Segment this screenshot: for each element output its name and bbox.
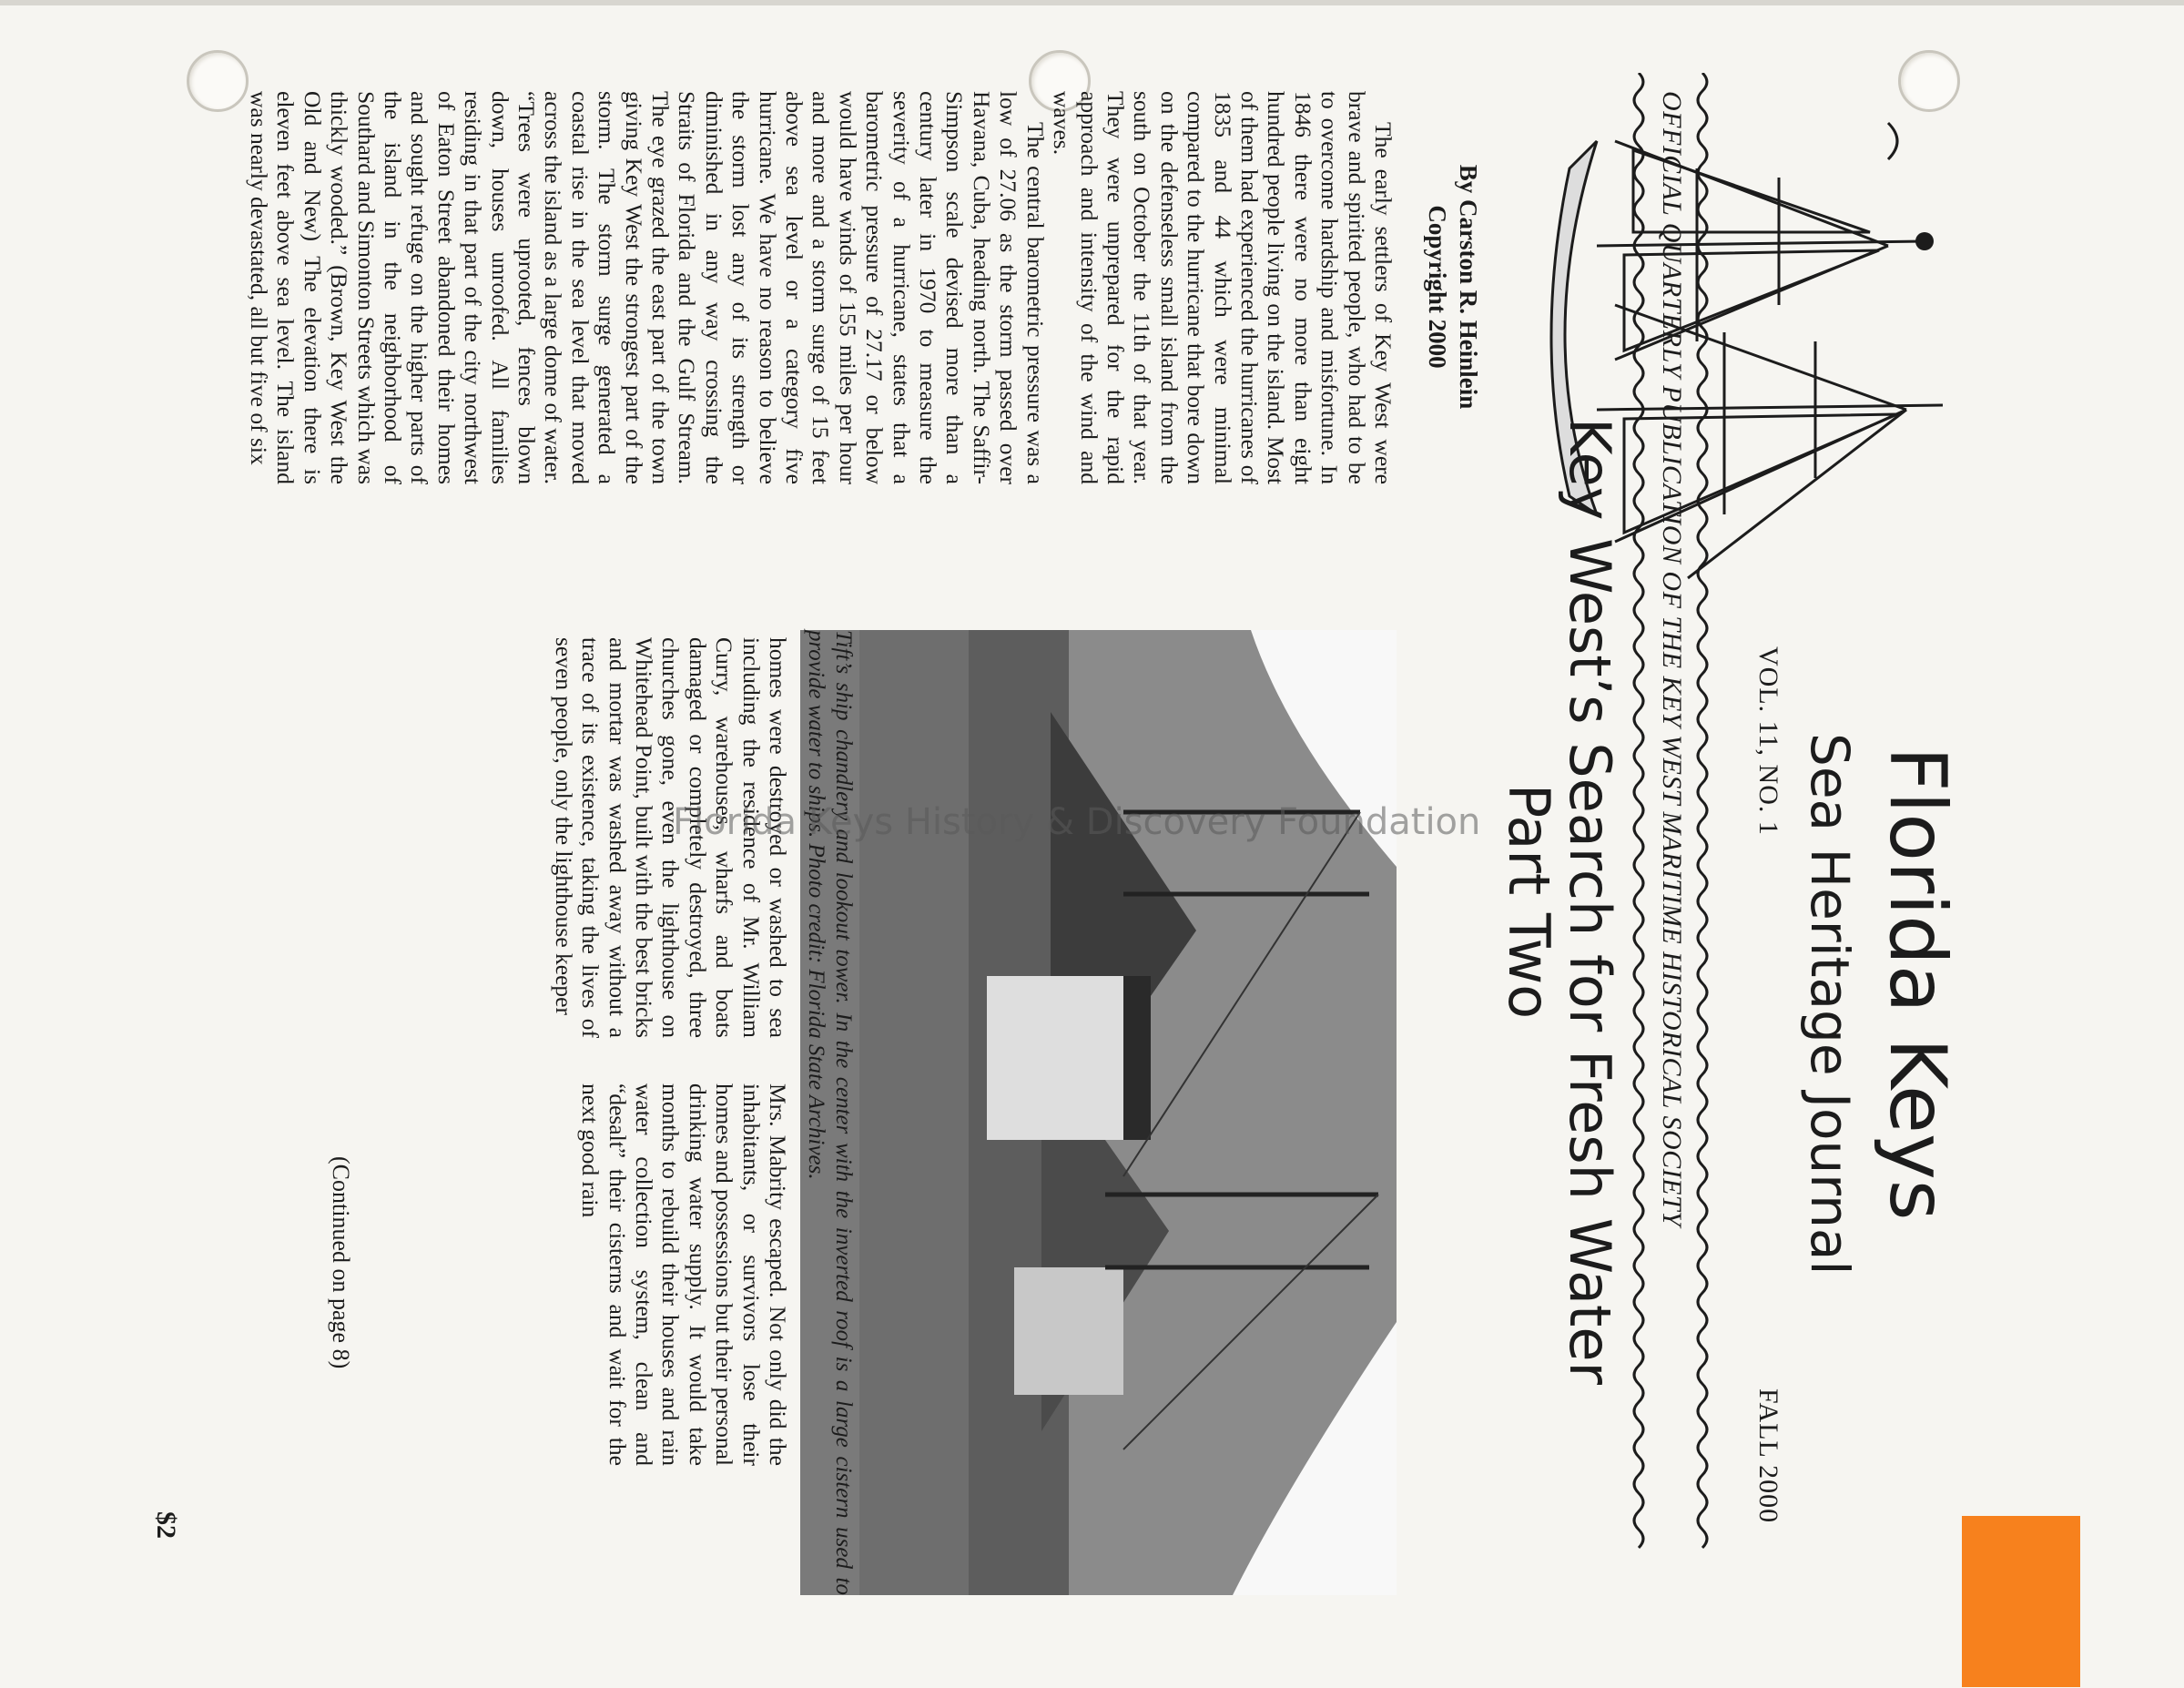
article-byline xyxy=(1422,91,1484,483)
journal-title: Florida Keys xyxy=(1872,747,1963,1221)
article-photo xyxy=(800,630,1397,1595)
body-paragraph: homes were destroyed or washed to sea including the residence of Mr. William Curry, warehouses, wharfs and boats damaged or completely destroyed, three churches gone, even the lighthouse on Whitehead Point, built with the best bricks and mortar was washed away without a trace of its existence, taking the lives of seven people, only the lighthouse keeper xyxy=(550,637,791,1038)
headline-line-1: Key West’s Search for Fresh Water xyxy=(1557,418,1623,1385)
orange-sticky-tab xyxy=(1962,1516,2080,1687)
volume-number: VOL. 11, NO. 1 xyxy=(1753,646,1783,836)
body-paragraph: The central barometric pressure was a low of 27.06 as the storm passed over Havana, Cuba, heading north. The Saffir-Simpson scale devised more than a century later in 1970 to measure the severity of a hurricane, states that a barometric pressure of 27.17 or below would have winds of 155 miles per hour and more and a storm surge of 15 feet above sea level or a category five hurricane. We have no reason to believe the storm lost any of its strength or diminished in any way crossing the Straits of Florida and the Gulf Stream. The eye grazed the east part of the town giving Key West the strongest part of the storm. The storm surge generated a coastal rise in the sea level that moved across the island as a large dome of water. “Trees were uprooted, fences blown down, houses unroofed. All families residing in that part of the city northwest of Eaton Street abandoned their homes and sought refuge on the higher parts of the island in the neighborhood of Southard and Simonton Streets which was thickly wooded.” (Brown, Key West the Old and New) The elevation there is eleven feet above sea level. The island was nearly devastated, all but five of six xyxy=(245,91,1049,484)
issue-season: FALL 2000 xyxy=(1753,1388,1783,1524)
rope-divider-top xyxy=(1692,73,1712,1621)
copyright-notice: Copyright 2000 xyxy=(1424,205,1452,369)
watermark-text: Florida Keys History & Discovery Foundation xyxy=(673,801,1481,843)
photo-caption: Tift’s ship chandlery and lookout tower. In the center with the inverted roof is a large cistern used to provide water to ships. Photo credit: Florida State Archives. xyxy=(804,630,856,1595)
journal-subtitle: Sea Heritage Journal xyxy=(1799,733,1861,1276)
article-column-1 xyxy=(246,91,1397,484)
harbor-photo xyxy=(859,630,1397,1595)
body-paragraph: The early settlers of Key West were brave and spirited people, who had to be to overcome hardship and misfortune. In 1846 there were no more than eight hundred people living on the island. Most of them had experienced the hurricanes of 1835 and 44 which were minimal compared to the hurricane that bore down on the defenseless small island from the south on October the 11th of that year. They were unprepared for the rapid approach and intensity of the wind and waves. xyxy=(1049,91,1397,484)
article-column-3 xyxy=(577,1083,791,1466)
headline-line-2: Part Two xyxy=(1496,783,1563,1020)
rope-divider-bottom xyxy=(1629,73,1649,1621)
publication-tagline: OFFICIAL QUARTERLY PUBLICATION OF THE KEY WEST MARITIME HISTORICAL SOCIETY xyxy=(1657,91,1687,1227)
article-headline xyxy=(1496,300,1623,1502)
issue-price: $2 xyxy=(151,1511,181,1539)
author-name: By Carston R. Heinlein xyxy=(1455,164,1482,410)
body-paragraph: Mrs. Mabrity escaped. Not only did the inhabitants, or survivors lose their homes and possessions but their personal drinking water supply. It would take months to rebuild their houses and rain water collection system, clean and “desalt” their cisterns and wait for the next good rain xyxy=(577,1083,791,1466)
continued-notice: (Continued on page 8) xyxy=(328,1156,354,1369)
